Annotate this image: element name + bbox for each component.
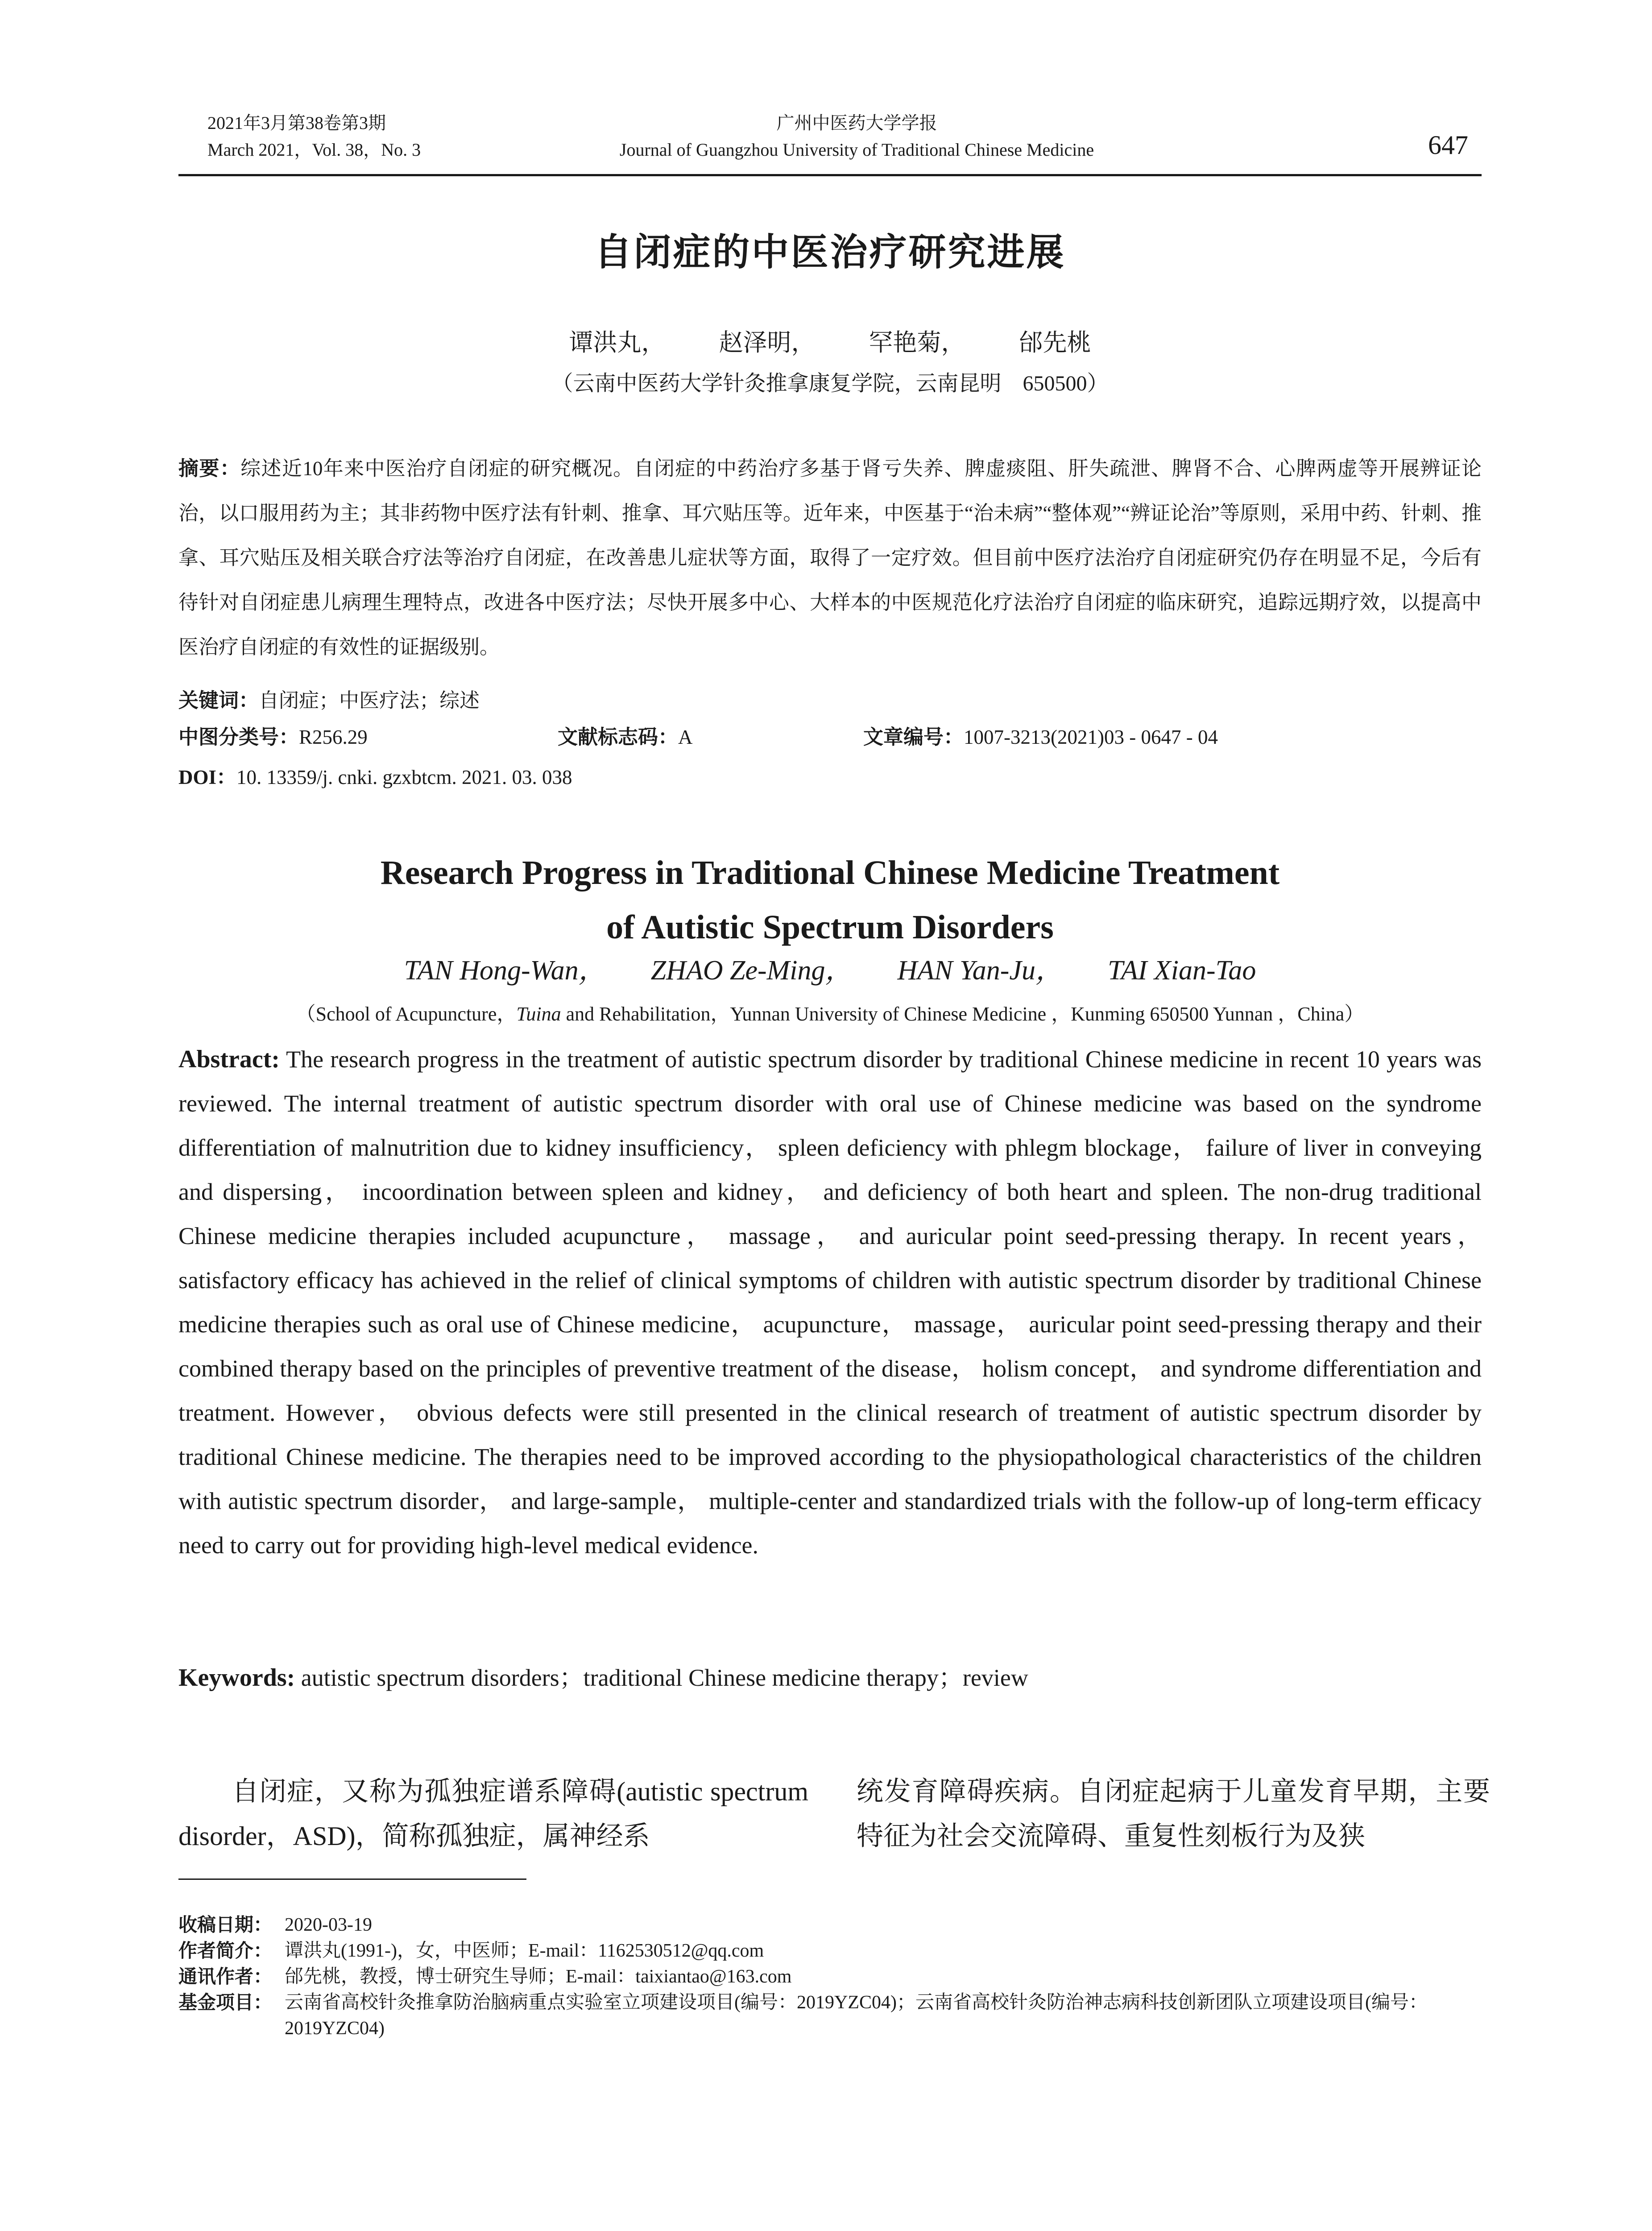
footnote-label: 作者简介： <box>178 1940 273 1961</box>
author-en: TAI Xian-Tao <box>1107 955 1256 986</box>
keywords-text-en: autistic spectrum disorders；traditional Chinese medicine therapy；review <box>301 1664 1028 1691</box>
author-en: HAN Yan-Ju， <box>897 955 1063 986</box>
affiliation-cn: （云南中医药大学针灸推拿康复学院，云南昆明 650500） <box>551 372 1109 395</box>
journal-name-cn: 广州中医药大学学报 <box>776 113 937 133</box>
affiliation-en-part: （School of Acupuncture， <box>296 1003 517 1025</box>
doi-value: 10. 13359/j. cnki. gzxbtcm. 2021. 03. 038 <box>236 766 572 788</box>
page-number: 647 <box>1428 130 1468 160</box>
body-column-left: 自闭症，又称为孤独症谱系障碍(autistic spectrum disorder，ASD)，简称孤独症，属神经系 <box>178 1777 808 1851</box>
footnote-label: 基金项目： <box>178 1991 273 2013</box>
abstract-text-cn: 综述近10年来中医治疗自闭症的研究概况。自闭症的中药治疗多基于肾亏失养、脾虚痰阻、肝失疏泄、脾肾不合、心脾两虚等开展辨证论治，以口服用药为主；其非药物中医疗法有针刺、推拿、耳穴贴压等。近年来，中医基于“治未病”“整体观”“辨证论治”等原则，采用中药、针刺、推拿、耳穴贴压及相关联合疗法等治疗自闭症，在改善患儿症状等方面，取得了一定疗效。但目前中医疗法治疗自闭症研究仍存在明显不足，今后有待针对自闭症患儿病理生理特点，改进各中医疗法；尽快开展多中心、大样本的中医规范化疗法治疗自闭症的临床研究，追踪远期疗效，以提高中医治疗自闭症的有效性的证据级别。 <box>178 457 1482 658</box>
footnote-text: 邰先桃，教授，博士研究生导师；E-mail：taixiantao@163.com <box>285 1966 792 1987</box>
author-cn: 谭洪丸， <box>569 329 666 356</box>
article-number <box>863 719 1218 755</box>
abstract-label-cn: 摘要： <box>178 456 241 480</box>
author-cn: 邰先桃 <box>1019 329 1091 356</box>
footnote-funding <box>178 1990 1482 2041</box>
footnote-label: 通讯作者： <box>178 1966 273 1987</box>
title-line-en: of Autistic Spectrum Disorders <box>606 908 1054 946</box>
abstract-text-en: The research progress in the treatment of autistic spectrum disorder by traditional Chinese medicine in recent 10 years was reviewed. The internal treatment of autistic spectrum disorder with oral use of Chinese medicine was based on the syndrome differentiation of malnutrition due to kidney insufficiency， spleen deficiency with phlegm blockage， failure of liver in conveying and dispersing， incoordination between spleen and kidney， and deficiency of both heart and spleen. The non-drug traditional Chinese medicine therapies included acupuncture， massage， and auricular point seed-pressing therapy. In recent years， satisfactory efficacy has achieved in the relief of clinical symptoms of children with autistic spectrum disorder by traditional Chinese medicine therapies such as oral use of Chinese medicine， acupuncture， massage， auricular point seed-pressing therapy and their combined therapy based on the principles of preventive treatment of the disease， holism concept， and syndrome differentiation and treatment. However， obvious defects were still presented in the clinical research of treatment of autistic spectrum disorder by traditional Chinese medicine. The therapies need to be improved according to the physiopathological characteristics of the children with autistic spectrum disorder， and large-sample， multiple-center and standardized trials with the follow-up of long-term efficacy need to carry out for providing high-level medical evidence. <box>178 1046 1482 1559</box>
clc-number <box>178 719 368 755</box>
clc-label: 中图分类号： <box>178 725 299 749</box>
affiliation-en-part: and Rehabilitation，Yunnan University of Chinese Medicine ，Kunming 650500 Yunnan ，China） <box>561 1003 1364 1025</box>
author-list-en <box>178 950 1482 991</box>
abstract-label-en: Abstract: <box>178 1045 280 1073</box>
document-code-label: 文献标志码： <box>558 725 679 749</box>
author-cn: 赵泽明， <box>719 329 816 356</box>
doi <box>178 759 1482 795</box>
author-list-cn <box>178 325 1482 361</box>
affiliation-en-italic: Tuina <box>516 1003 561 1025</box>
keywords-text-cn: 自闭症；中医疗法；综述 <box>259 689 480 712</box>
footnote-divider <box>178 1879 526 1880</box>
doi-label: DOI： <box>178 766 237 788</box>
journal-name <box>178 110 1482 163</box>
footnote-text: 云南省高校针灸推拿防治脑病重点实验室立项建设项目(编号：2019YZC04)；云南省高校针灸防治神志病科技创新团队立项建设项目(编号：2019YZC04) <box>285 1992 1428 2039</box>
abstract-cn <box>178 446 1482 669</box>
author-en: TAN Hong-Wan， <box>404 955 606 986</box>
document-code-value: A <box>678 726 693 748</box>
abstract-en <box>178 1037 1482 1568</box>
article-number-value: 1007-3213(2021)03 - 0647 - 04 <box>964 726 1218 748</box>
keywords-label-cn: 关键词： <box>178 688 259 712</box>
author-en: ZHAO Ze-Ming， <box>650 955 853 986</box>
keywords-en <box>178 1658 1482 1698</box>
article-title-cn: 自闭症的中医治疗研究进展 <box>594 230 1066 274</box>
journal-name-en: Journal of Guangzhou University of Traditional Chinese Medicine <box>619 140 1094 160</box>
body-column-right: 统发育障碍疾病。自闭症起病于儿童发育早期，主要特征为社会交流障碍、重复性刻板行为及狭 <box>857 1777 1490 1851</box>
author-cn: 罕艳菊， <box>869 329 965 356</box>
footnotes <box>178 1912 1482 2041</box>
affiliation-en <box>178 999 1482 1030</box>
article-number-label: 文章编号： <box>863 725 964 749</box>
keywords-cn <box>178 683 1482 718</box>
footnote-text: 2020-03-19 <box>285 1915 372 1935</box>
keywords-label-en: Keywords: <box>178 1664 295 1692</box>
footnote-label: 收稿日期： <box>178 1914 273 1936</box>
footnote-author-bio <box>178 1938 1482 1964</box>
footnote-corresponding-author <box>178 1964 1482 1990</box>
footnote-received <box>178 1912 1482 1938</box>
issue-info-en: March 2021，Vol. 38，No. 3 <box>207 140 421 160</box>
running-header <box>178 102 1482 176</box>
footnote-text: 谭洪丸(1991-)，女，中医师；E-mail：1162530512@qq.com <box>285 1941 764 1961</box>
clc-value: R256.29 <box>299 726 368 748</box>
issue-info-cn: 2021年3月第38卷第3期 <box>207 113 386 133</box>
article-title-en <box>178 846 1482 954</box>
title-line-en: Research Progress in Traditional Chinese Medicine Treatment <box>380 854 1280 892</box>
document-code <box>558 719 693 755</box>
